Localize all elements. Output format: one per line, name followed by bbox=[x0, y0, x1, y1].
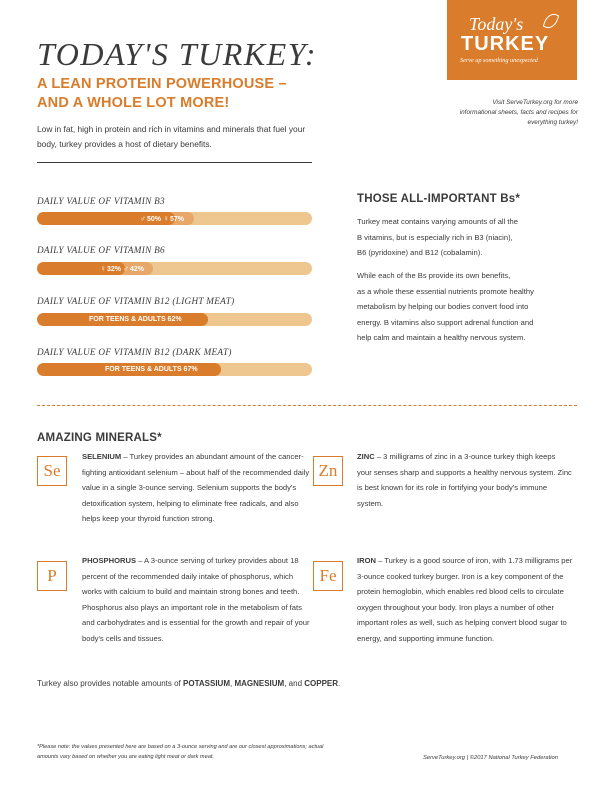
phosphorus-description: – A 3-ounce serving of turkey provides about 18 percent of the recommended daily intake of phosphorus, which works with calcium to build and maintain strong bones and teeth. Phosphorus also plays an important role in the metabolism of fats and carbohydrates and is essential for the growth and repair of your body's cells and tissues. bbox=[82, 556, 310, 643]
logo-line-2: TURKEY bbox=[461, 33, 550, 55]
bs-paragraph-1 bbox=[357, 214, 572, 261]
phosphorus-text bbox=[82, 553, 312, 646]
logo-tagline: Serve up something unexpected bbox=[460, 57, 538, 64]
iron-symbol: Fe bbox=[313, 561, 343, 591]
subtitle-line-2: AND A WHOLE LOT MORE! bbox=[37, 95, 230, 111]
bs-p1-line-2: B vitamins, but is especially rich in B3 (niacin), bbox=[357, 232, 513, 242]
section-divider bbox=[37, 405, 577, 406]
vitamin-b3-bar bbox=[37, 212, 312, 225]
bs-p1-line-1: Turkey meat contains varying amounts of all the bbox=[357, 217, 518, 226]
footnote: *Please note: the values presented here are based on a 3-ounce serving and are our closest approximations; actual amounts vary based on whether you are eating light meat or dark meat. bbox=[37, 744, 324, 760]
vitamin-b6-value-male: 42% bbox=[129, 266, 144, 273]
vitamin-b12-light-label: DAILY VALUE OF VITAMIN B12 (LIGHT MEAT) bbox=[37, 296, 235, 306]
zinc-name: ZINC bbox=[357, 452, 375, 461]
bs-section-title: THOSE ALL-IMPORTANT Bs* bbox=[357, 193, 521, 205]
footer-credit: ServeTurkey.org | ©2017 National Turkey Federation bbox=[423, 755, 558, 761]
intro-text: Low in fat, high in protein and rich in vitamins and minerals that fuel your body, turkey provides a host of dietary benefits. bbox=[37, 124, 306, 149]
bs-p2-line-2: as a whole these essential nutrients promote healthy bbox=[357, 286, 534, 296]
also-sep-2: , and bbox=[284, 679, 305, 688]
bs-p2-line-3: metabolism by helping our bodies convert food into bbox=[357, 302, 529, 311]
bs-p2-line-4: energy. B vitamins also support adrenal function and bbox=[357, 317, 534, 327]
minerals-title: AMAZING MINERALS* bbox=[37, 432, 162, 444]
vitamin-b6-bar bbox=[37, 262, 312, 275]
zinc-symbol: Zn bbox=[313, 456, 343, 486]
visit-note: Visit ServeTurkey.org for more informational sheets, facts and recipes for everything turkey! bbox=[459, 99, 578, 126]
selenium-name: SELENIUM bbox=[82, 452, 122, 461]
page-title: TODAY'S TURKEY: bbox=[37, 36, 318, 72]
vitamin-b6-values bbox=[100, 262, 144, 275]
iron-description: – Turkey is a good source of iron, with 1.73 milligrams per 3-ounce cooked turkey burger. Iron is a key component of the protein hemoglobin, which enables red blood cells to circulate oxygen throughout your body. Iron plays a number of other important roles as well, such as helping convert blood sugar to energy, and supporting immune function. bbox=[357, 556, 573, 643]
zinc-text bbox=[357, 449, 572, 511]
bs-p1-line-3: B6 (pyridoxine) and B12 (cobalamin). bbox=[357, 248, 483, 257]
vitamin-b6-label: DAILY VALUE OF VITAMIN B6 bbox=[37, 245, 165, 255]
potassium-label: POTASSIUM bbox=[183, 679, 230, 688]
todays-turkey-logo[interactable] bbox=[447, 0, 577, 80]
also-prefix: Turkey also provides notable amounts of bbox=[37, 679, 184, 688]
vitamin-b3-value-female: 57% bbox=[169, 216, 184, 223]
subtitle-line-1: A LEAN PROTEIN POWERHOUSE – bbox=[37, 76, 287, 92]
female-icon: ♀ bbox=[162, 214, 169, 223]
phosphorus-symbol: P bbox=[37, 561, 67, 591]
vitamin-b3-label: DAILY VALUE OF VITAMIN B3 bbox=[37, 196, 165, 206]
vitamin-b12-light-value: FOR TEENS & ADULTS 62% bbox=[89, 316, 182, 323]
zinc-description: – 3 milligrams of zinc in a 3-ounce turkey thigh keeps your senses sharp and supports a healthy nervous system. Zinc is best known for its role in fortifying your body's immune system. bbox=[357, 452, 572, 508]
female-icon: ♀ bbox=[100, 264, 106, 273]
also-sep-1: , bbox=[229, 679, 235, 688]
copper-label: COPPER bbox=[304, 679, 339, 688]
vitamin-b3-values bbox=[140, 212, 184, 225]
vitamin-b3-value-male: 50% bbox=[147, 216, 162, 223]
vitamin-b12-light-bar bbox=[37, 313, 312, 326]
also-suffix: . bbox=[338, 679, 341, 688]
vitamin-b12-dark-label: DAILY VALUE OF VITAMIN B12 (DARK MEAT) bbox=[37, 347, 232, 357]
bs-p2-line-1: While each of the Bs provide its own benefits, bbox=[357, 271, 511, 280]
also-provides-text bbox=[37, 679, 340, 688]
page-subtitle bbox=[37, 75, 297, 113]
header-divider bbox=[37, 162, 312, 163]
iron-text bbox=[357, 553, 579, 646]
iron-name: IRON bbox=[357, 556, 376, 565]
bs-paragraph-2 bbox=[357, 268, 572, 346]
vitamin-b12-dark-bar bbox=[37, 363, 312, 376]
logo-line-1: Today's bbox=[469, 14, 524, 34]
selenium-description: – Turkey provides an abundant amount of the cancer-fighting antioxidant selenium – about half of the recommended daily value in a single 3-ounce serving. Selenium supports the body's detoxification system, helping to eliminate free radicals, and also helps keep your thyroid function strong. bbox=[82, 452, 310, 523]
vitamin-b12-dark-value: FOR TEENS & ADULTS 67% bbox=[105, 366, 198, 373]
selenium-symbol: Se bbox=[37, 456, 67, 486]
phosphorus-name: PHOSPHORUS bbox=[82, 556, 137, 565]
leaf-icon bbox=[543, 11, 560, 30]
bs-p2-line-5: help calm and maintain a healthy nervous system. bbox=[357, 333, 526, 342]
male-icon: ♂ bbox=[122, 264, 129, 273]
magnesium-label: MAGNESIUM bbox=[234, 679, 285, 688]
vitamin-b6-value-female: 32% bbox=[107, 266, 122, 273]
male-icon: ♂ bbox=[140, 214, 146, 223]
selenium-text bbox=[82, 449, 312, 527]
